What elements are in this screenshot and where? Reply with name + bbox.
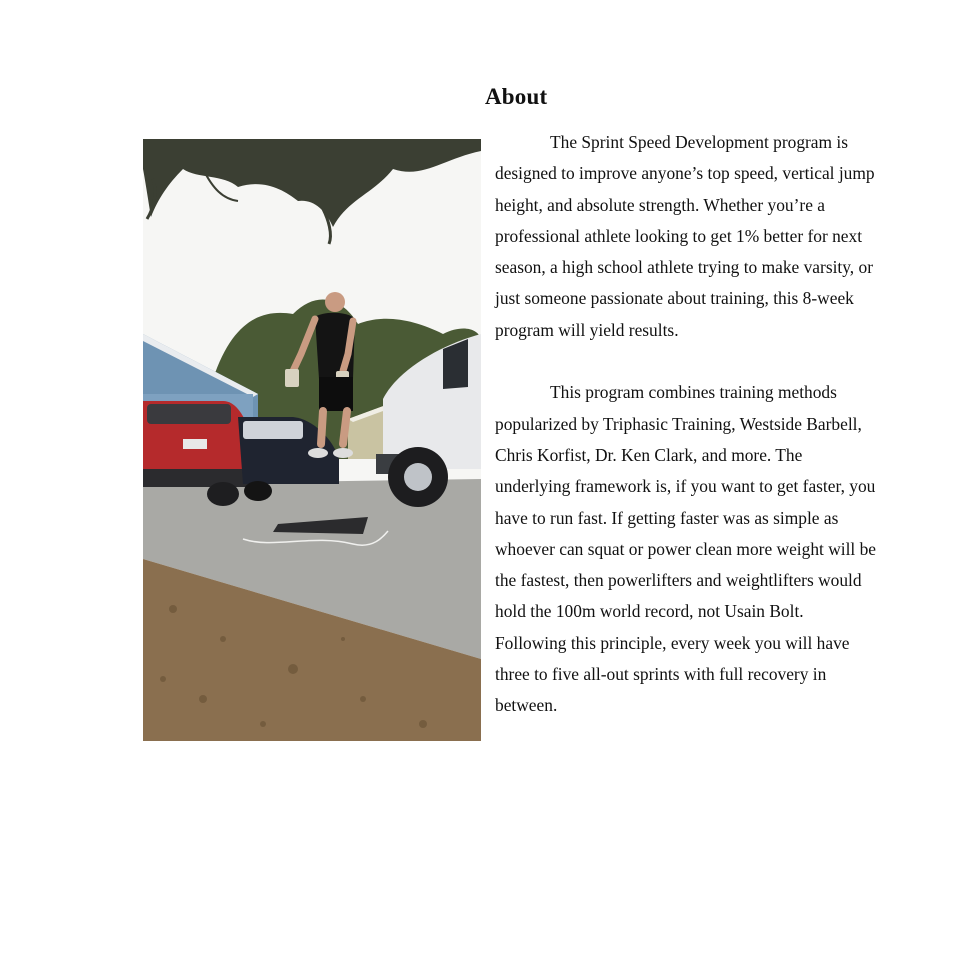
- about-body: [495, 127, 879, 753]
- athlete-photo: [143, 139, 481, 741]
- page-title: About: [485, 84, 548, 109]
- paragraph-intro: The Sprint Speed Development program is designed to improve anyone’s top speed, vertical jump height, and absolute strength. Whether you’re a professional athlete looking to get 1% better for next season, a high school athlete trying to make varsity, or just someone passionate about training, this 8-week program will yield results.: [495, 132, 875, 340]
- athlete-box-jump-photo-icon: [143, 139, 481, 741]
- paragraph-methods: This program combines training methods popularized by Triphasic Training, Westside Barbell, Chris Korfist, Dr. Ken Clark, and more. The underlying framework is, if you want to get faster, you have to run fast. If getting faster was as simple as whoever can squat or power clean more weight will be the fastest, then powerlifters and weightlifters would hold the 100m world record, not Usain Bolt. Following this principle, every week you will have three to five all-out sprints with full recovery in between.: [495, 382, 877, 716]
